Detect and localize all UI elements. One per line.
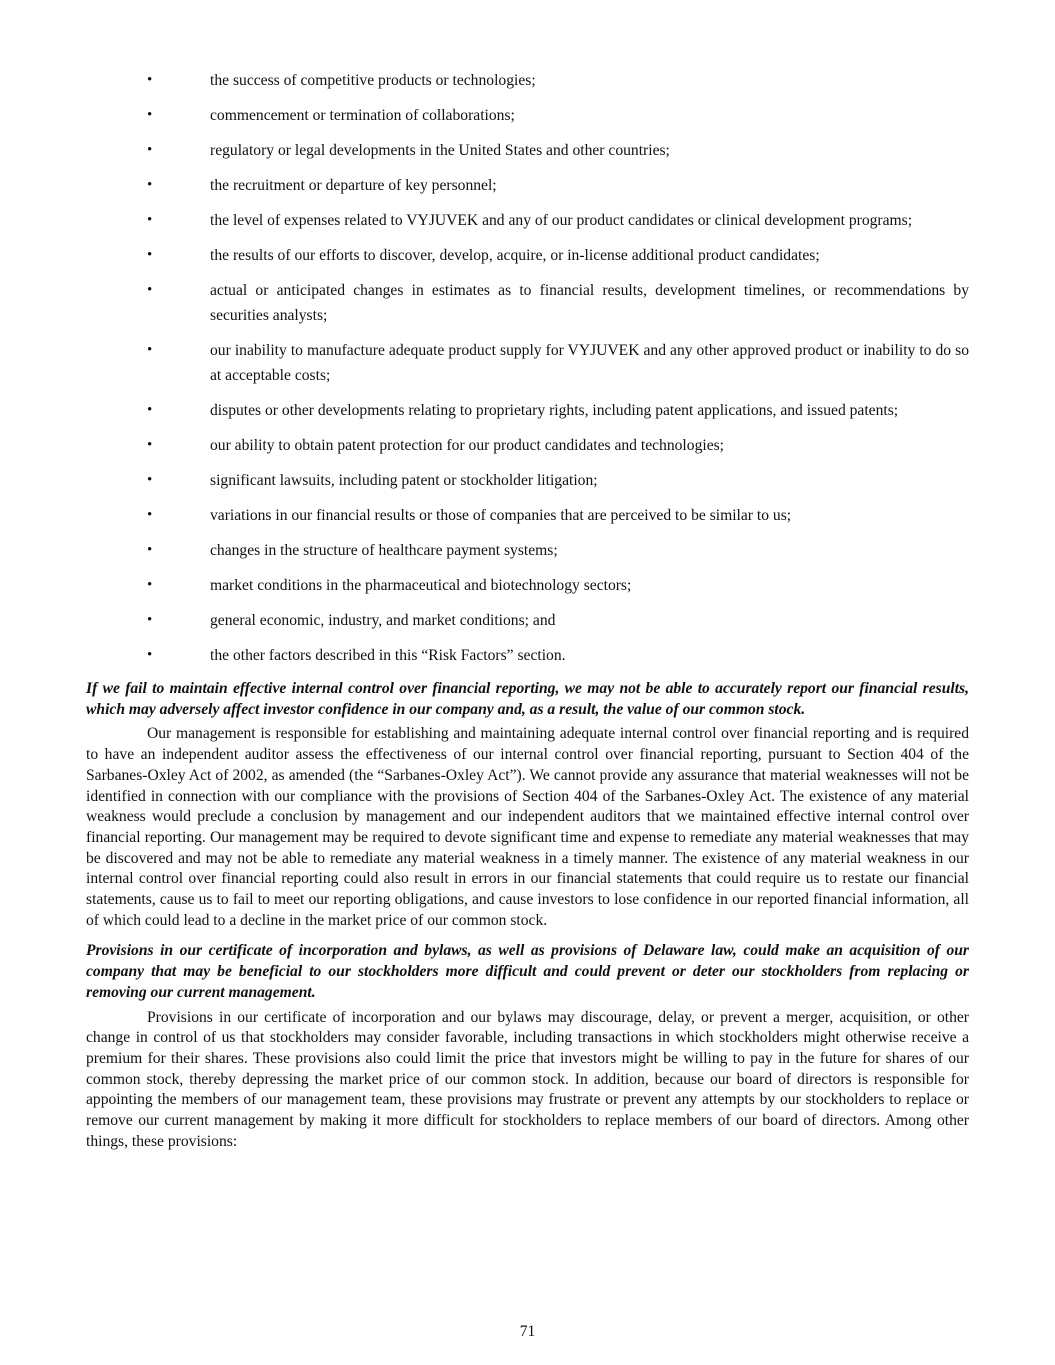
list-item <box>86 538 969 563</box>
bullet-icon: • <box>147 247 153 263</box>
bullet-icon: • <box>147 142 153 158</box>
document-page <box>86 68 969 1152</box>
bullet-icon: • <box>147 282 153 298</box>
list-item-text: changes in the structure of healthcare payment systems; <box>210 542 558 559</box>
bullet-icon: • <box>147 177 153 193</box>
bullet-icon: • <box>147 342 153 358</box>
list-item <box>86 68 969 93</box>
list-item <box>86 608 969 633</box>
list-item-text: market conditions in the pharmaceutical and biotechnology sectors; <box>210 577 632 594</box>
list-item <box>86 433 969 458</box>
list-item <box>86 103 969 128</box>
page-number: 71 <box>519 1323 536 1340</box>
bullet-icon: • <box>147 72 153 88</box>
list-item <box>86 468 969 493</box>
anti-takeover-heading: Provisions in our certificate of incorporation and bylaws, as well as provisions of Delaware law, could make an acquisition of our company that may be beneficial to our stockholders more difficult and could prevent or deter our stockholders from replacing or removing our current management. <box>86 942 969 1001</box>
list-item-text: our ability to obtain patent protection for our product candidates and technologies; <box>210 437 725 454</box>
bullet-icon: • <box>147 212 153 228</box>
list-item <box>86 338 969 388</box>
list-item <box>86 173 969 198</box>
list-item-text: commencement or termination of collaborations; <box>210 107 515 124</box>
bullet-icon: • <box>147 402 153 418</box>
list-item-text: the recruitment or departure of key personnel; <box>210 177 497 194</box>
bullet-icon: • <box>147 107 153 123</box>
list-item-text: significant lawsuits, including patent or stockholder litigation; <box>210 472 598 489</box>
list-item-text: actual or anticipated changes in estimates as to financial results, development timelines, or recommendations by securities analysts; <box>210 282 969 324</box>
bullet-icon: • <box>147 472 153 488</box>
list-item-text: the results of our efforts to discover, develop, acquire, or in-license additional product candidates; <box>210 247 820 264</box>
list-item-text: the success of competitive products or technologies; <box>210 72 536 89</box>
bullet-icon: • <box>147 612 153 628</box>
bullet-icon: • <box>147 647 153 663</box>
list-item-text: regulatory or legal developments in the United States and other countries; <box>210 142 670 159</box>
risk-factor-bullet-list <box>86 68 969 668</box>
list-item-text: general economic, industry, and market conditions; and <box>210 612 556 629</box>
list-item-text: disputes or other developments relating to proprietary rights, including patent applications, and issued patents; <box>210 402 899 419</box>
list-item-text: variations in our financial results or those of companies that are perceived to be similar to us; <box>210 507 792 524</box>
list-item-text: the level of expenses related to VYJUVEK and any of our product candidates or clinical development programs; <box>210 212 913 229</box>
list-item <box>86 243 969 268</box>
list-item <box>86 138 969 163</box>
internal-control-paragraph: Our management is responsible for establishing and maintaining adequate internal control over financial reporting and is required to have an independent auditor assess the effectiveness of our internal control over financial reporting, pursuant to Section 404 of the Sarbanes-Oxley Act of 2002, as amended (the “Sarbanes-Oxley Act”). We cannot provide any assurance that material weaknesses will not be identified in connection with our compliance with the provisions of Section 404 of the Sarbanes-Oxley Act. The existence of any material weakness would preclude a conclusion by management and our independent auditors that we maintained effective internal control over financial reporting. Our management may be required to devote significant time and expense to remediate any material weaknesses that may be discovered and may not be able to remediate any material weakness in a timely manner. The existence of any material weakness in our internal control over financial reporting could also result in errors in our financial statements that could require us to restate our financial statements, cause us to fail to meet our reporting obligations, and cause investors to lose confidence in our reported financial information, all of which could lead to a decline in the market price of our common stock. <box>86 725 969 929</box>
list-item-text: our inability to manufacture adequate product supply for VYJUVEK and any other approved product or inability to do so at acceptable costs; <box>210 342 969 384</box>
bullet-icon: • <box>147 577 153 593</box>
list-item <box>86 278 969 328</box>
bullet-icon: • <box>147 542 153 558</box>
list-item <box>86 398 969 423</box>
list-item <box>86 208 969 233</box>
list-item <box>86 503 969 528</box>
list-item-text: the other factors described in this “Risk Factors” section. <box>210 647 566 664</box>
list-item <box>86 573 969 598</box>
internal-control-heading: If we fail to maintain effective internal control over financial reporting, we may not be able to accurately report our financial results, which may adversely affect investor confidence in our company and, as a result, the value of our common stock. <box>86 680 969 718</box>
bullet-icon: • <box>147 507 153 523</box>
anti-takeover-paragraph: Provisions in our certificate of incorporation and our bylaws may discourage, delay, or prevent a merger, acquisition, or other change in control of us that stockholders may consider favorable, including transactions in which stockholders might otherwise receive a premium for their shares. These provisions also could limit the price that investors might be willing to pay in the future for shares of our common stock, thereby depressing the market price of our common stock. In addition, because our board of directors is responsible for appointing the members of our management team, these provisions may frustrate or prevent any attempts by our stockholders to replace or remove our current management by making it more difficult for stockholders to replace members of our board of directors. Among other things, these provisions: <box>86 1008 969 1150</box>
list-item <box>86 643 969 668</box>
bullet-icon: • <box>147 437 153 453</box>
